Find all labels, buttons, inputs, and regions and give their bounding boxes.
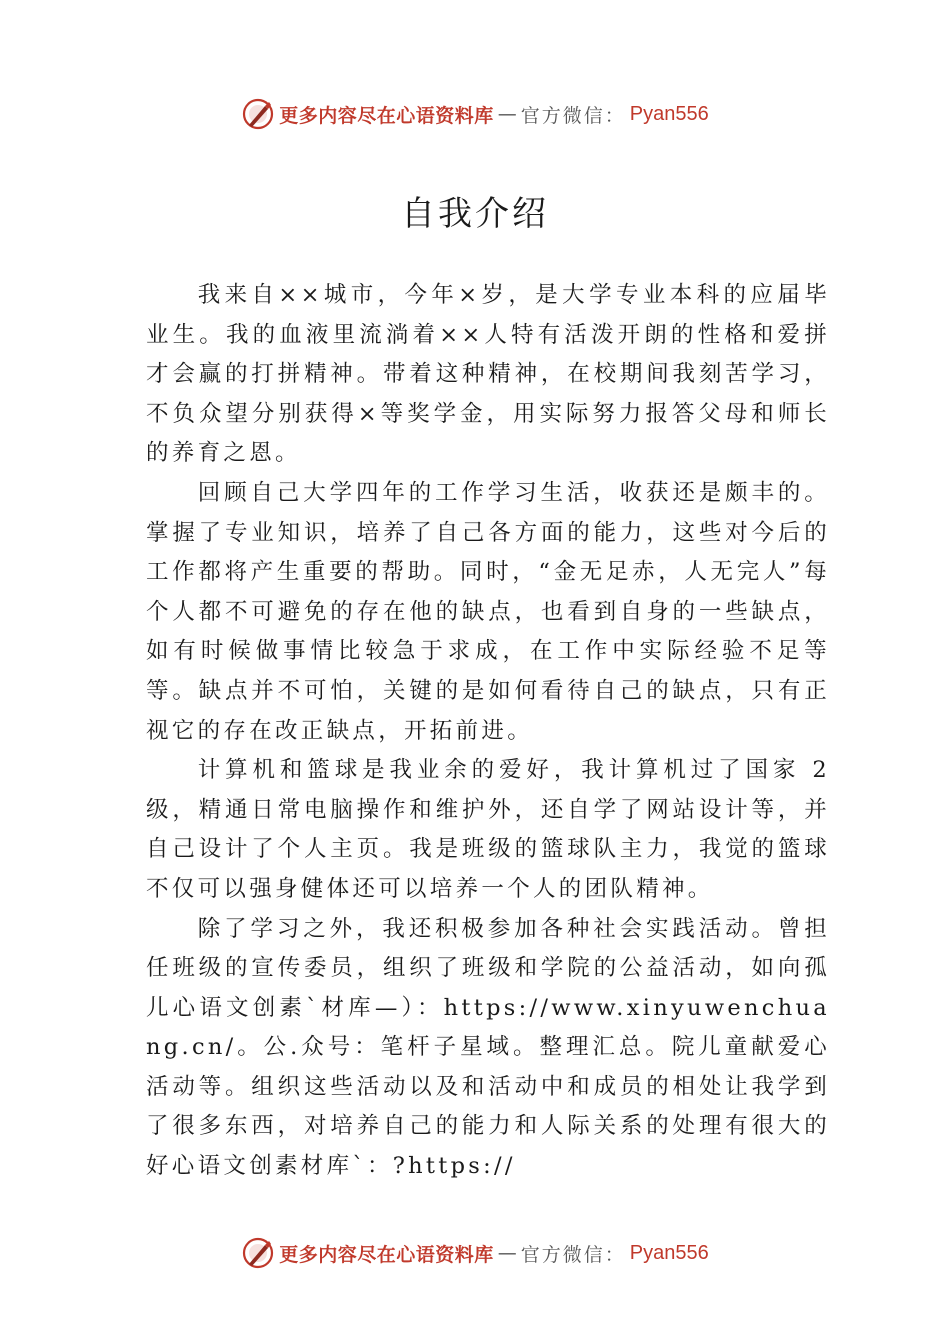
paragraph-2: 回顾自己大学四年的工作学习生活，收获还是颇丰的。掌握了专业知识，培养了自己各方面的能力，这些对今后的工作都将产生重要的帮助。同时，“金无足赤，人无完人”每 个人都不可避免的存在他的缺点，也看到自身的一些缺点， 如有时候做事情比较急于求成，在工作中实际经验不足等等。缺点并不可怕，关键的是如何看待自己的缺点，只有正视它的存在改正缺点，开拓前进。 [146, 479, 830, 744]
banner-wechat-id: Pyan556 [629, 102, 709, 125]
paragraph-1: 我来自××城市，今年×岁，是大学专业本科的应届毕业生。我的血液里流淌着××人特有活泼开朗的性格和爱拼才会赢的打拼精神。带着这种精神，在校期间我刻苦学习， 不负众望分别获得×等奖学金，用实际努力报答父母和师长的养育之恩。 [146, 282, 830, 467]
pen-circle-logo-icon [241, 1236, 275, 1270]
paragraph-4: 除了学习之外，我还积极参加各种社会实践活动。曾担任班级的宣传委员，组织了班级和学院的公益活动，如向孤儿心语文创素`材库—）：https://www.xinyuwenchuang.cn/。公.众号：笔杆子星域。整理汇总。院儿童献爱心活动等。组织这些活动以及和活动中和成员的相处让我学到了很多东西，对培养自己的能力和人际关系的处理有很大的好心语文创素材库`：?https:// [146, 915, 830, 1180]
banner-wechat-id: Pyan556 [629, 1241, 709, 1264]
paragraph-3: 计算机和篮球是我业余的爱好，我计算机过了国家 2 级，精通日常电脑操作和维护外，还自学了网站设计等，并自己设计了个人主页。我是班级的篮球队主力，我觉的篮球不仅可以强身健体还可以培养一个人的团队精神。 [146, 757, 830, 902]
pen-circle-logo-icon [241, 97, 275, 131]
document-body [146, 276, 830, 1187]
banner-site-name: 更多内容尽在心语资料库 [279, 1243, 494, 1266]
banner-site-name: 更多内容尽在心语资料库 [279, 104, 494, 127]
document-title: 自我介绍 [401, 194, 549, 234]
banner-wechat-label: 官方微信： [520, 104, 626, 127]
footer-watermark-banner [0, 1233, 950, 1273]
header-watermark-banner [0, 94, 950, 134]
banner-wechat-label: 官方微信： [520, 1243, 626, 1266]
banner-dash: — [497, 1242, 517, 1264]
banner-dash: — [497, 103, 517, 125]
